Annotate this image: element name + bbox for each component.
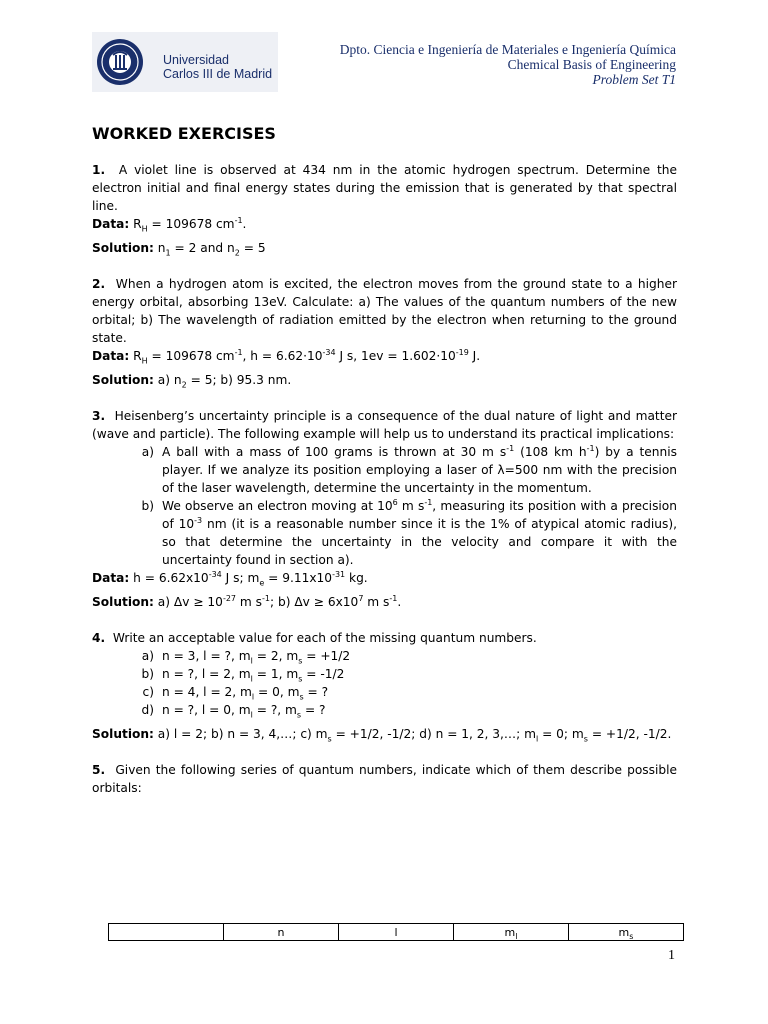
problem-set-label: Problem Set T1 xyxy=(592,72,676,87)
table-header-cell: n xyxy=(224,924,339,941)
quantum-numbers-table xyxy=(108,923,684,941)
table-header-cell: $m_s$ xyxy=(569,924,684,941)
exercise-4-item-a: a) n = 3, l = ?, $m_l = 2$, $m_s = +1/2$ xyxy=(141,649,351,666)
exercise-5-text: Given the following series of quantum numbers, indicate which of them describe possible orbitals: xyxy=(92,763,678,795)
exercise-4-solution-label: Solution: xyxy=(92,727,154,741)
exercise-3-number: 3. xyxy=(92,409,106,423)
exercise-4-statement xyxy=(92,629,677,647)
exercise-2-statement xyxy=(92,275,677,347)
page-title: WORKED EXERCISES xyxy=(92,124,276,143)
part-a-text: A ball with a mass of 100 grams is thrown at 30 m $s^{-1}$ (108 km $h^{-1}$) by a tennis player. If we analyze its position employing a laser of λ=500 nm with the precision of the laser wavelength, determine the uncertainty in the momentum. xyxy=(162,443,677,495)
university-line1: Universidad xyxy=(163,53,230,67)
exercise-3-text: Heisenberg’s uncertainty principle is a consequence of the dual nature of light and matter (wave and particle). The following example will help us to understand its practical implications: xyxy=(92,409,677,441)
exercise-1-text: A violet line is observed at 434 nm in the atomic hydrogen spectrum. Determine the electron initial and final energy states during the emission that is generated by that spectral line. xyxy=(92,163,678,213)
exercises-body xyxy=(92,161,677,797)
part-b-label: b) xyxy=(141,499,154,513)
page-number: 1 xyxy=(668,948,675,963)
exercise-4-item-d: d) n = ?, l = 0, $m_l$ = ?, $m_s$ = ? xyxy=(141,703,326,720)
exercise-3-data: Data: $h = 6.62x10^{-34}$ J s; $m_e = 9.11x10^{-31}$ kg. xyxy=(92,569,368,588)
exercise-4-item-b: b) n = ?, l = 2, $m_l = 1$, $m_s = -1/2$ xyxy=(141,667,345,684)
university-seal-icon xyxy=(96,38,144,86)
exercise-5-number: 5. xyxy=(92,763,106,777)
exercise-2-data-label: Data: xyxy=(92,349,130,363)
table-header-row xyxy=(109,924,684,941)
exercise-1-number: 1. xyxy=(92,163,106,177)
exercise-3-solution: Solution: a) $\Delta v \ge 10^{-27}$ m $s^{-1}$; b) $\Delta v \ge 6x10^7$ m $s^{-1}$. xyxy=(92,593,402,609)
exercise-2-text: When a hydrogen atom is excited, the electron moves from the ground state to a higher energy orbital, absorbing 13eV. Calculate: a) The values of the quantum numbers of the new orbital; b) The wavelength of radiation emitted by the electron when returning to the ground state. xyxy=(92,277,677,345)
exercise-1-statement xyxy=(92,161,677,215)
exercise-3-statement xyxy=(92,407,677,443)
exercise-4-text: Write an acceptable value for each of the missing quantum numbers. xyxy=(112,631,537,645)
exercise-3-part-a xyxy=(92,443,677,497)
header-course-info xyxy=(340,42,676,87)
exercise-2-solution-label: Solution: xyxy=(92,373,154,387)
exercise-2-number: 2. xyxy=(92,277,106,291)
exercise-1-data: Data: $R_H = 109678$ $cm^{-1}$. xyxy=(92,215,247,234)
table-header-cell: l xyxy=(339,924,454,941)
table-header-cell: $m_l$ xyxy=(454,924,569,941)
university-name xyxy=(163,53,272,81)
exercise-4-item-c: c) n = 4, l = 2, $m_l = 0$, $m_s$ = ? xyxy=(142,685,329,702)
exercise-3-solution-label: Solution: xyxy=(92,595,154,609)
part-a-label: a) xyxy=(141,445,154,459)
exercise-1-solution: Solution: $n_1 = 2$ and $n_2 = 5$ xyxy=(92,241,266,258)
exercise-1-solution-label: Solution: xyxy=(92,241,154,255)
exercise-5-statement xyxy=(92,761,677,797)
exercise-2-solution: Solution: a) $n_2 = 5$; b) 95.3 nm. xyxy=(92,373,292,390)
university-line2: Carlos III de Madrid xyxy=(163,67,273,81)
exercise-3-data-label: Data: xyxy=(92,571,130,585)
exercise-4-number: 4. xyxy=(92,631,106,645)
exercise-4-solution: Solution: a) l = 2; b) n = 3, 4,…; c) $m_s = +1/2$, -1/2; d) n = 1, 2, 3,…; $m_l = 0$; $m_s = +1/2$, -1/2. xyxy=(92,727,672,744)
exercise-3-part-b xyxy=(92,497,677,569)
department-name: Dpto. Ciencia e Ingeniería de Materiales e Ingeniería Química xyxy=(339,42,676,57)
exercise-1-data-label: Data: xyxy=(92,217,130,231)
course-name: Chemical Basis of Engineering xyxy=(507,57,676,72)
exercise-2-data: Data: $R_H = 109678$ $cm^{-1}$, $h = 6.62\cdot 10^{-34}$ J s, $1ev = 1.602\cdot 10^{-19}$ J. xyxy=(92,347,481,366)
part-b-text: We observe an electron moving at $10^6$ m $s^{-1}$, measuring its position with a precision of $10^{-3}$ nm (it is a reasonable number since it is the 1% of atypical atomic radius), so that determine the uncertainty in the velocity and compare it with the uncertainty found in section a). xyxy=(162,497,677,567)
table-header-cell xyxy=(109,924,224,941)
